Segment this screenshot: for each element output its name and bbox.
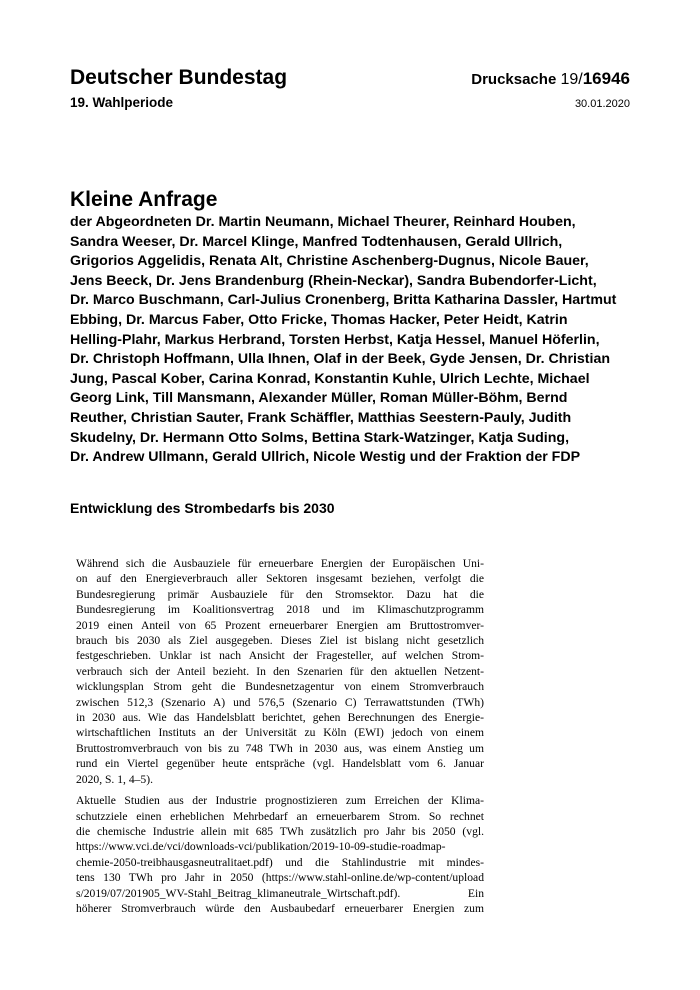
text-line: zwischen 512,3 (Szenario A) und 576,5 (Szenario C) Terrawattstunden (TWh) bbox=[76, 695, 484, 709]
authors-line: der Abgeordneten Dr. Martin Neumann, Michael Theurer, Reinhard Houben, bbox=[70, 214, 576, 230]
authors-line: Georg Link, Till Mansmann, Alexander Müller, Roman Müller-Böhm, Bernd bbox=[70, 390, 568, 407]
authors-line: Sandra Weeser, Dr. Marcel Klinge, Manfred Todtenhausen, Gerald Ullrich, bbox=[70, 233, 563, 250]
text-line: brauch bis 2030 als Ziel ausgegeben. Dieses Ziel ist bislang nicht gesetzlich bbox=[76, 634, 484, 648]
text-line: festgeschrieben. Unklar ist nach Ansicht der Fragesteller, auf welchen Strom- bbox=[76, 649, 484, 663]
authors-line: Jens Beeck, Dr. Jens Brandenburg (Rhein-Neckar), Sandra Bubendorfer-Licht, bbox=[70, 272, 597, 289]
text-line: höherer Stromverbrauch würde den Ausbaubedarf erneuerbarer Energien zum bbox=[76, 901, 484, 915]
document-number-label: Drucksache bbox=[471, 71, 557, 88]
document-number-prefix: 19/ bbox=[560, 71, 583, 88]
text-line: wirtschaftlichen Instituts an der Universität zu Köln (EWI) jedoch von einem bbox=[76, 726, 484, 740]
text-line: 2020, S. 1, 4–5). bbox=[76, 772, 153, 786]
authors-line: Helling-Plahr, Markus Herbrand, Torsten Herbst, Katja Hessel, Manuel Höferlin, bbox=[70, 331, 600, 348]
subject-heading: Entwicklung des Strombedarfs bis 2030 bbox=[70, 500, 335, 516]
document-date: 30.01.2020 bbox=[574, 98, 630, 110]
text-line: Aktuelle Studien aus der Industrie prognostizieren zum Erreichen der Klima- bbox=[76, 794, 484, 808]
authors-line: Skudelny, Dr. Hermann Otto Solms, Bettina Stark-Watzinger, Katja Suding, bbox=[70, 429, 570, 446]
paragraph-1 bbox=[76, 556, 484, 787]
text-line: Bruttostromverbrauch von bis zu 748 TWh in 2030 aus, was einem Anstieg um bbox=[76, 741, 484, 755]
body-text bbox=[76, 556, 484, 922]
authors-line: Grigorios Aggelidis, Renata Alt, Christine Aschenberg-Dugnus, Nicole Bauer, bbox=[70, 253, 589, 270]
authors-line: Dr. Christoph Hoffmann, Ulla Ihnen, Olaf in der Beek, Gyde Jensen, Dr. Christian bbox=[70, 351, 611, 368]
text-line: https://www.vci.de/vci/downloads-vci/publikation/2019-10-09-studie-roadmap- bbox=[76, 840, 446, 854]
authors-line: Dr. Andrew Ullmann, Gerald Ullrich, Nicole Westig und der Fraktion der FDP bbox=[70, 449, 581, 466]
document-number bbox=[471, 68, 630, 91]
text-line: die chemische Industrie allein mit 685 TWh zusätzlich pro Jahr bis 2050 (vgl. bbox=[76, 824, 484, 838]
text-line: schutzziele einen erheblichen Mehrbedarf an erneuerbarem Strom. So rechnet bbox=[76, 809, 484, 823]
text-line: verbrauch sich der Anteil bezieht. In den Szenarien für den aktuellen Netzent- bbox=[76, 664, 484, 678]
text-line: tens 130 TWh pro Jahr in 2050 (https://www.stahl-online.de/wp-content/upload bbox=[76, 871, 484, 885]
authors-block bbox=[70, 213, 634, 468]
text-line: Bundesregierung im Koalitionsvertrag 2018 und im Klimaschutzprogramm bbox=[76, 603, 484, 617]
document-type-heading: Kleine Anfrage bbox=[70, 188, 218, 211]
authors-line: Ebbing, Dr. Marcus Faber, Otto Fricke, Thomas Hacker, Peter Heidt, Katrin bbox=[70, 311, 568, 328]
text-line: Während sich die Ausbauziele für erneuerbare Energien der Europäischen Uni- bbox=[76, 557, 484, 570]
text-line: 2019 einen Anteil von 65 Prozent erneuerbarer Energien am Bruttostromver- bbox=[76, 618, 484, 632]
paragraph-2 bbox=[76, 793, 484, 916]
authors-line: Reuther, Christian Sauter, Frank Schäffler, Matthias Seestern-Pauly, Judith bbox=[70, 409, 572, 426]
authors-line: Dr. Marco Buschmann, Carl-Julius Cronenberg, Britta Katharina Dassler, Hartmut bbox=[70, 292, 617, 309]
parliament-name: Deutscher Bundestag bbox=[70, 66, 288, 89]
text-line: s/2019/07/201905_WV-Stahl_Beitrag_klimaneutrale_Wirtschaft.pdf). Ein bbox=[76, 886, 484, 900]
authors-line: Jung, Pascal Kober, Carina Konrad, Konstantin Kuhle, Ulrich Lechte, Michael bbox=[70, 370, 590, 387]
text-line: on auf den Energieverbrauch aller Sektoren insgesamt beziehen, verfolgt die bbox=[76, 572, 484, 586]
text-line: in 2030 aus. Wie das Handelsblatt berichtet, gehen Berechnungen des Energie- bbox=[76, 711, 484, 725]
document-number-main: 16946 bbox=[582, 69, 630, 88]
electoral-period: 19. Wahlperiode bbox=[70, 95, 174, 110]
text-line: Bundesregierung primär Ausbauziele für den Stromsektor. Dazu hat die bbox=[76, 587, 484, 601]
text-line: wicklungsplan Strom geht die Bundesnetzagentur von einem Stromverbrauch bbox=[76, 680, 484, 694]
text-line: rund ein Viertel gegenüber heute entspräche (vgl. Handelsblatt vom 6. Januar bbox=[76, 757, 484, 771]
text-line: chemie-2050-treibhausgasneutralitaet.pdf) und die Stahlindustrie mit mindes- bbox=[76, 855, 484, 869]
